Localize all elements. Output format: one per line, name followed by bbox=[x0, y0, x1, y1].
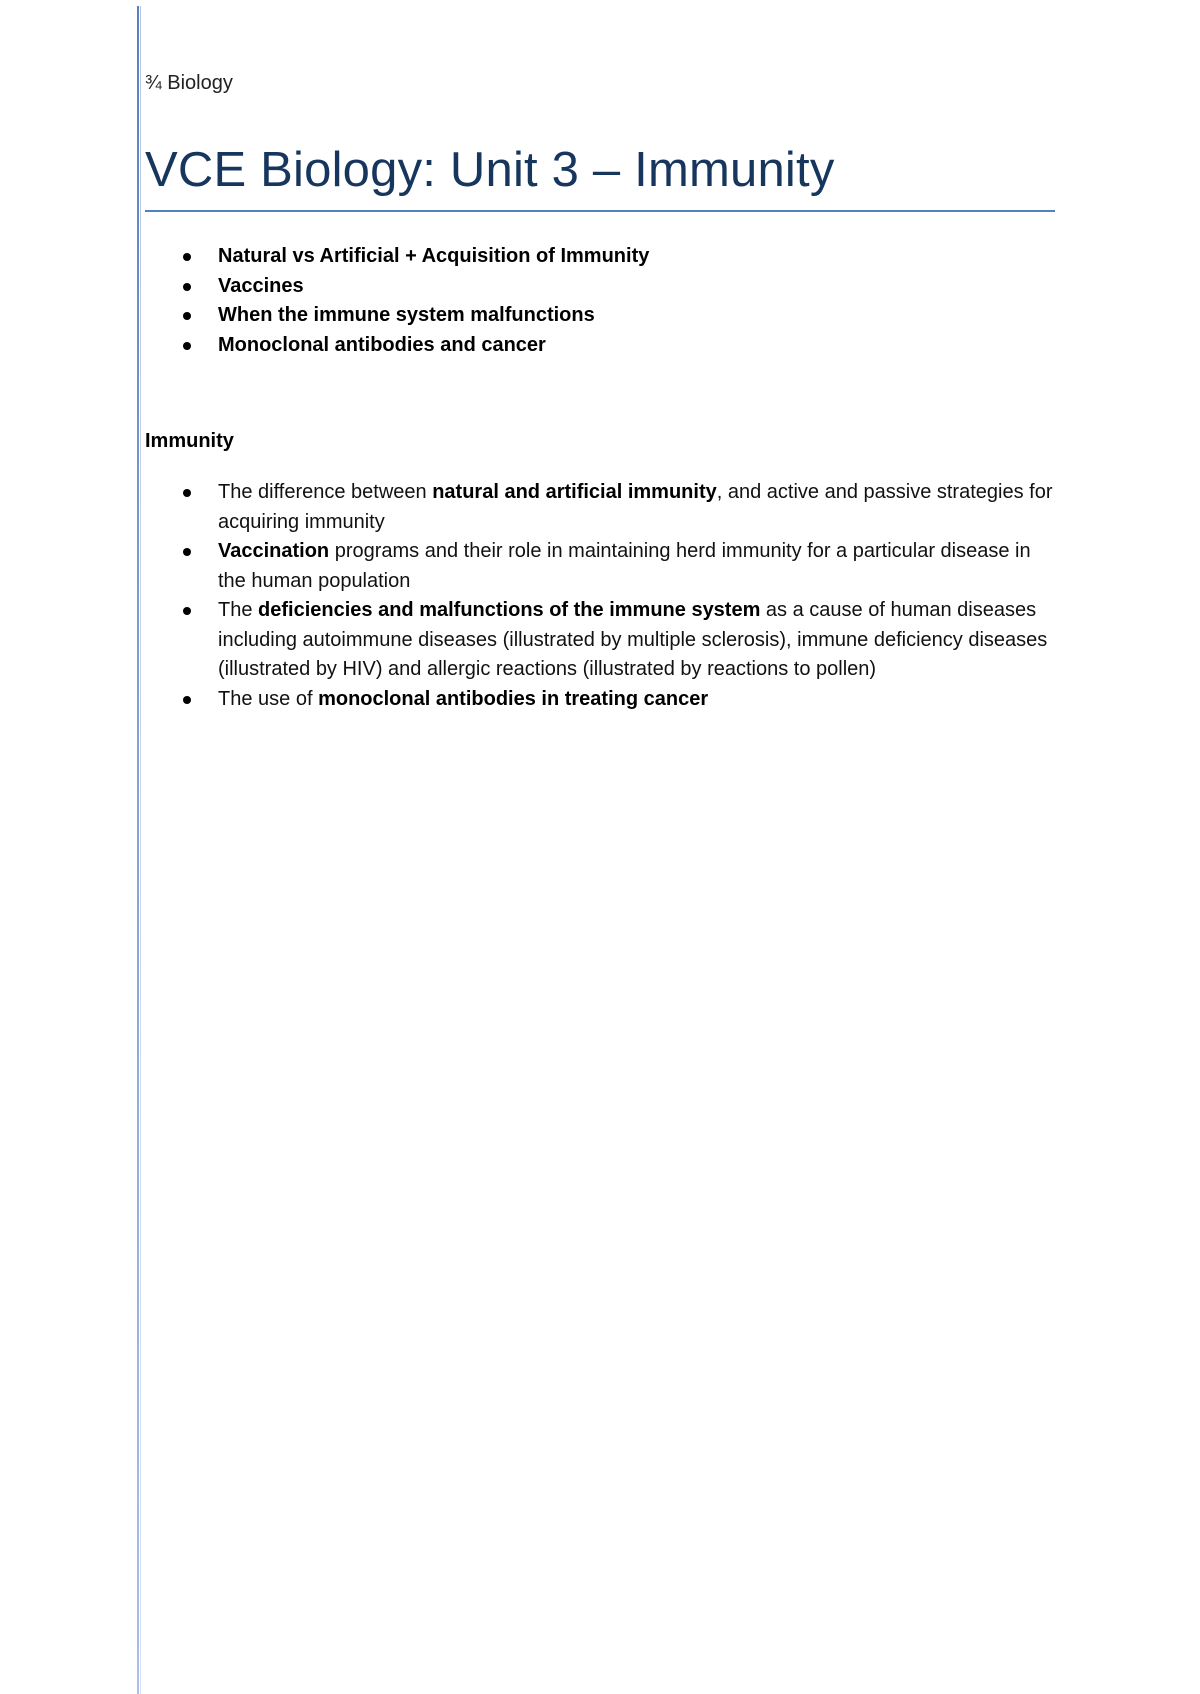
bullet-icon bbox=[183, 312, 191, 320]
item-text-post: as a cause of human diseases including autoimmune diseases (illustrated by multiple sclerosis), immune deficiency diseases (illustrated by HIV) and allergic reactions (illustrated by reactions to pollen) bbox=[218, 599, 1048, 680]
list-item bbox=[145, 596, 1055, 685]
bullet-icon bbox=[183, 696, 191, 704]
list-item bbox=[145, 272, 1055, 302]
item-text-post: , and active and passive strategies for acquiring immunity bbox=[218, 481, 1053, 533]
list-item bbox=[145, 301, 1055, 331]
bullet-icon bbox=[183, 342, 191, 350]
bullet-icon bbox=[183, 489, 191, 497]
item-text-bold: natural and artificial immunity bbox=[432, 481, 717, 503]
topic-text: When the immune system malfunctions bbox=[218, 304, 595, 326]
item-text-bold: monoclonal antibodies in treating cancer bbox=[318, 687, 709, 710]
page-margin-line bbox=[137, 6, 139, 1694]
title-underline-rule bbox=[145, 210, 1055, 212]
topic-text: Vaccines bbox=[218, 274, 304, 297]
item-text-pre: The bbox=[218, 599, 259, 621]
document-title: VCE Biology: Unit 3 – Immunity bbox=[145, 143, 835, 197]
item-text-bold: deficiencies and malfunctions of the immune system bbox=[258, 599, 761, 621]
topics-list bbox=[145, 242, 1055, 360]
item-text-bold: Vaccination bbox=[218, 540, 330, 562]
item-text-pre: The use of bbox=[218, 687, 319, 710]
page-margin-line-shadow bbox=[140, 6, 141, 1694]
bullet-icon bbox=[183, 607, 191, 615]
page-header: ¾ Biology bbox=[145, 72, 233, 94]
list-item bbox=[145, 537, 1055, 596]
bullet-icon bbox=[183, 548, 191, 556]
topic-text: Natural vs Artificial + Acquisition of Immunity bbox=[218, 245, 650, 267]
outcomes-list bbox=[145, 478, 1055, 714]
list-item bbox=[145, 478, 1055, 537]
item-text-pre: The difference between bbox=[218, 481, 433, 503]
list-item bbox=[145, 242, 1055, 272]
section-heading: Immunity bbox=[145, 430, 234, 452]
topic-text: Monoclonal antibodies and cancer bbox=[218, 333, 546, 356]
bullet-icon bbox=[183, 253, 191, 261]
bullet-icon bbox=[183, 283, 191, 291]
list-item bbox=[145, 331, 1055, 361]
list-item bbox=[145, 685, 1055, 715]
item-text-post: programs and their role in maintaining herd immunity for a particular disease in the human population bbox=[218, 540, 1031, 592]
